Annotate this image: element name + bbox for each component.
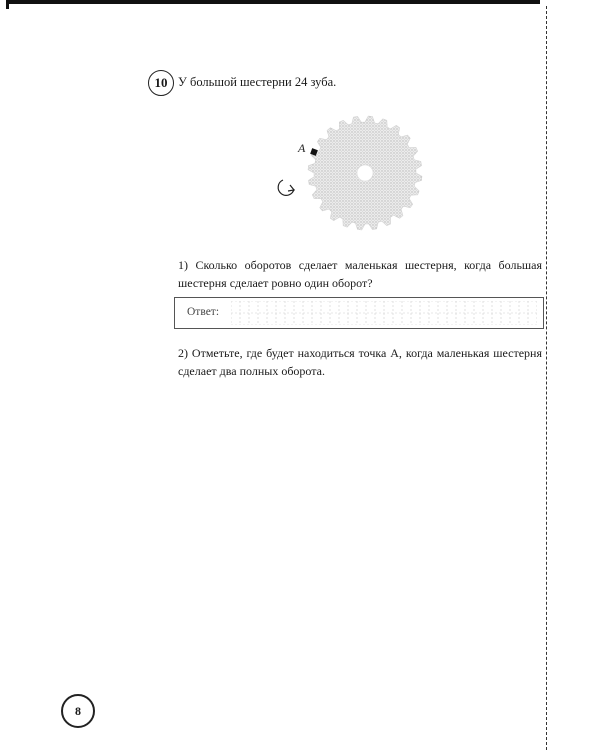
top-border-tick (6, 0, 9, 9)
gear-figure[interactable] (270, 110, 440, 240)
task-number-badge: 10 (148, 70, 174, 96)
rotation-arrow-icon (278, 180, 294, 195)
answer-label: Ответ: (187, 306, 220, 318)
gear-center-hole (357, 165, 373, 181)
page-number: 8 (61, 694, 95, 728)
task-statement: У большой шестерни 24 зуба. (178, 75, 337, 89)
answer-box[interactable] (174, 297, 544, 329)
question-2: 2) Отметьте, где будет находиться точка A, когда маленькая шестерня сделает два полных оборота. (178, 346, 542, 378)
question-1: 1) Сколько оборотов сделает маленькая шестерня, когда большая шестерня сделает ровно один оборот? (178, 258, 542, 290)
dashed-cut-line (546, 6, 547, 750)
top-border-line (6, 0, 540, 4)
answer-grid[interactable] (231, 301, 537, 325)
point-a-label: A (298, 141, 306, 155)
